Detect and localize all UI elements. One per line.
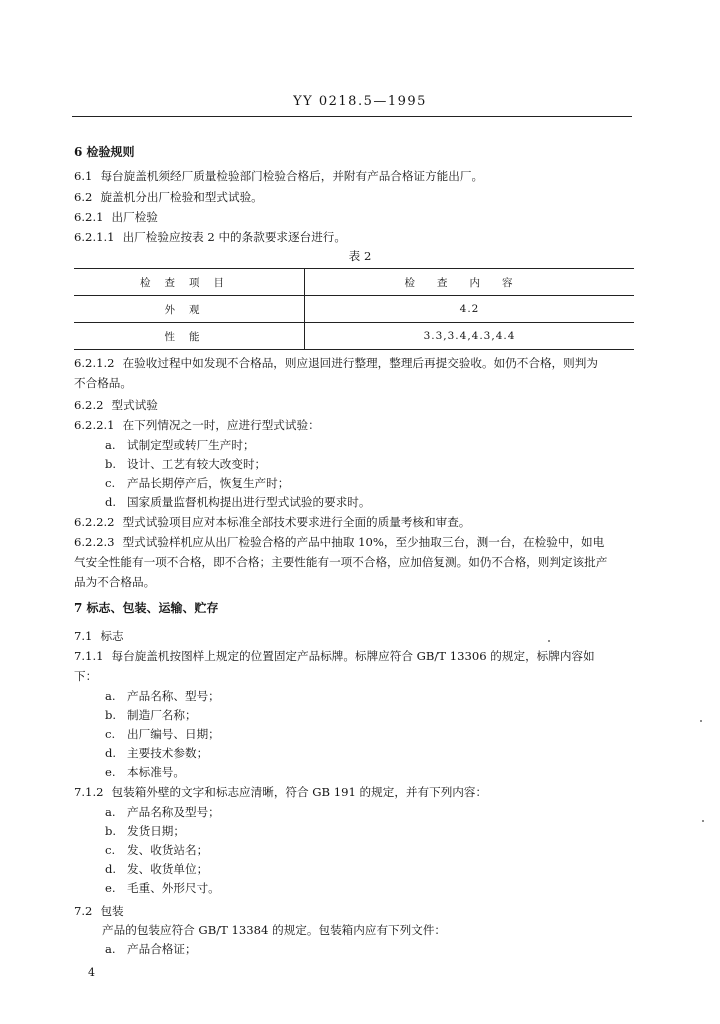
scan-speck bbox=[548, 640, 550, 642]
list-item bbox=[105, 474, 667, 493]
list-item bbox=[105, 493, 667, 512]
list-item bbox=[105, 436, 667, 455]
clause-text: 型式试验 bbox=[111, 398, 158, 412]
table-cell-content: 4.2 bbox=[305, 296, 635, 323]
clause-number: 6.2.2.2 bbox=[74, 515, 115, 529]
list-marker: b. bbox=[105, 824, 117, 838]
clause-text: 在验收过程中如发现不合格品，则应退回进行整理，整理后再提交验收。如仍不合格，则判为 bbox=[122, 356, 598, 370]
clause-6-2-2 bbox=[74, 396, 636, 415]
clause-6-2-2-1 bbox=[74, 416, 636, 435]
clause-6-2-1 bbox=[74, 208, 636, 227]
clause-number: 6.2.2 bbox=[74, 398, 104, 412]
standard-code-header: YY 0218.5—1995 bbox=[293, 94, 427, 109]
list-item bbox=[105, 860, 667, 879]
list-text: 主要技术参数； bbox=[127, 746, 209, 760]
clause-number: 7.2 bbox=[74, 904, 93, 918]
clause-6-2 bbox=[74, 188, 636, 207]
table-header-content: 检查内容 bbox=[305, 269, 635, 296]
list-item bbox=[105, 744, 667, 763]
clause-text: 旋盖机分出厂检验和型式试验。 bbox=[100, 190, 263, 204]
clause-6-2-1-2 bbox=[74, 354, 636, 373]
list-text: 产品名称、型号； bbox=[127, 689, 220, 703]
list-marker: c. bbox=[105, 476, 116, 490]
clause-text: 每台旋盖机按图样上规定的位置固定产品标牌。标牌应符合 GB/T 13306 的规定，标牌内容如 bbox=[111, 649, 595, 663]
list-marker: a. bbox=[105, 438, 116, 452]
list-item bbox=[105, 822, 667, 841]
header-rule bbox=[72, 116, 632, 117]
clause-7-1-1 bbox=[74, 647, 636, 666]
clause-7-2-body: 产品的包装应符合 GB/T 13384 的规定。包装箱内应有下列文件： bbox=[102, 923, 447, 937]
list-item bbox=[105, 763, 667, 782]
scan-speck bbox=[702, 820, 704, 822]
table-header-item: 检查项目 bbox=[74, 269, 305, 296]
list-text: 发、收货站名； bbox=[127, 843, 209, 857]
list-marker: d. bbox=[105, 495, 117, 509]
table-cell-item: 性能 bbox=[74, 323, 305, 350]
clause-text: 型式试验样机应从出厂检验合格的产品中抽取 10%，至少抽取三台，测一台，在检验中，如电 bbox=[122, 535, 605, 549]
list-text: 产品名称及型号； bbox=[127, 805, 220, 819]
list-item bbox=[105, 455, 667, 474]
list-marker: a. bbox=[105, 805, 116, 819]
list-marker: d. bbox=[105, 746, 117, 760]
list-marker: b. bbox=[105, 708, 117, 722]
clause-6-2-1-2-cont: 不合格品。 bbox=[74, 376, 132, 390]
list-item bbox=[105, 841, 667, 860]
list-text: 产品合格证； bbox=[127, 942, 197, 956]
table-row bbox=[74, 323, 634, 350]
list-item bbox=[105, 706, 667, 725]
clause-number: 6.1 bbox=[74, 169, 93, 183]
scan-speck bbox=[700, 720, 702, 722]
list-text: 本标准号。 bbox=[127, 765, 185, 779]
clause-6-2-2-3 bbox=[74, 533, 636, 552]
clause-text: 包装 bbox=[100, 904, 124, 918]
clause-7-2 bbox=[74, 902, 636, 921]
clause-7-1-2 bbox=[74, 783, 636, 802]
clause-number: 7.1.2 bbox=[74, 785, 104, 799]
list-text: 设计、工艺有较大改变时； bbox=[127, 457, 267, 471]
clause-number: 6.2.1.2 bbox=[74, 356, 115, 370]
clause-text: 出厂检验应按表 2 中的条款要求逐台进行。 bbox=[122, 230, 346, 244]
list-text: 制造厂名称； bbox=[127, 708, 197, 722]
list-marker: c. bbox=[105, 727, 116, 741]
clause-text: 标志 bbox=[100, 629, 124, 643]
list-text: 试制定型或转厂生产时； bbox=[127, 438, 255, 452]
clause-6-2-2-3-cont: 气安全性能有一项不合格，即不合格；主要性能有一项不合格，应加倍复测。如仍不合格，则判定该批产 bbox=[74, 555, 608, 569]
table-header-row bbox=[74, 269, 634, 296]
table-caption: 表 2 bbox=[348, 249, 372, 263]
list-marker: c. bbox=[105, 843, 116, 857]
table-row bbox=[74, 296, 634, 323]
list-marker: b. bbox=[105, 457, 117, 471]
clause-7-1-1-cont: 下： bbox=[74, 669, 98, 683]
list-item bbox=[105, 803, 667, 822]
clause-6-2-2-2 bbox=[74, 513, 636, 532]
clause-number: 7.1.1 bbox=[74, 649, 104, 663]
list-item bbox=[105, 725, 667, 744]
clause-number: 7.1 bbox=[74, 629, 93, 643]
clause-text: 包装箱外壁的文字和标志应清晰，符合 GB 191 的规定，并有下列内容： bbox=[111, 785, 488, 799]
list-item bbox=[105, 687, 667, 706]
section-6-title: 6 检验规则 bbox=[74, 145, 135, 159]
list-marker: e. bbox=[105, 765, 116, 779]
clause-6-2-2-3-cont: 品为不合格品。 bbox=[74, 575, 156, 589]
clause-number: 6.2.1 bbox=[74, 210, 104, 224]
section-7-title: 7 标志、包装、运输、贮存 bbox=[74, 601, 219, 615]
clause-number: 6.2.1.1 bbox=[74, 230, 115, 244]
list-marker: e. bbox=[105, 881, 116, 895]
clause-text: 出厂检验 bbox=[111, 210, 158, 224]
clause-number: 6.2.2.3 bbox=[74, 535, 115, 549]
clause-6-2-1-1 bbox=[74, 228, 636, 247]
clause-text: 在下列情况之一时，应进行型式试验： bbox=[122, 418, 320, 432]
list-text: 产品长期停产后，恢复生产时； bbox=[127, 476, 290, 490]
clause-text: 每台旋盖机须经厂质量检验部门检验合格后，并附有产品合格证方能出厂。 bbox=[100, 169, 484, 183]
list-item bbox=[105, 879, 667, 898]
table-cell-item: 外观 bbox=[74, 296, 305, 323]
list-text: 出厂编号、日期； bbox=[127, 727, 220, 741]
clause-6-1 bbox=[74, 167, 636, 186]
page-number: 4 bbox=[88, 966, 95, 979]
list-text: 发、收货单位； bbox=[127, 862, 209, 876]
list-marker: d. bbox=[105, 862, 117, 876]
clause-text: 型式试验项目应对本标准全部技术要求进行全面的质量考核和审查。 bbox=[122, 515, 471, 529]
table-cell-content: 3.3,3.4,4.3,4.4 bbox=[305, 323, 635, 350]
clause-number: 6.2 bbox=[74, 190, 93, 204]
list-marker: a. bbox=[105, 689, 116, 703]
inspection-table bbox=[74, 268, 634, 348]
list-text: 毛重、外形尺寸。 bbox=[127, 881, 220, 895]
clause-7-1 bbox=[74, 627, 636, 646]
list-text: 发货日期； bbox=[127, 824, 185, 838]
clause-number: 6.2.2.1 bbox=[74, 418, 115, 432]
list-item bbox=[105, 940, 667, 959]
list-text: 国家质量监督机构提出进行型式试验的要求时。 bbox=[127, 495, 371, 509]
list-marker: a. bbox=[105, 942, 116, 956]
